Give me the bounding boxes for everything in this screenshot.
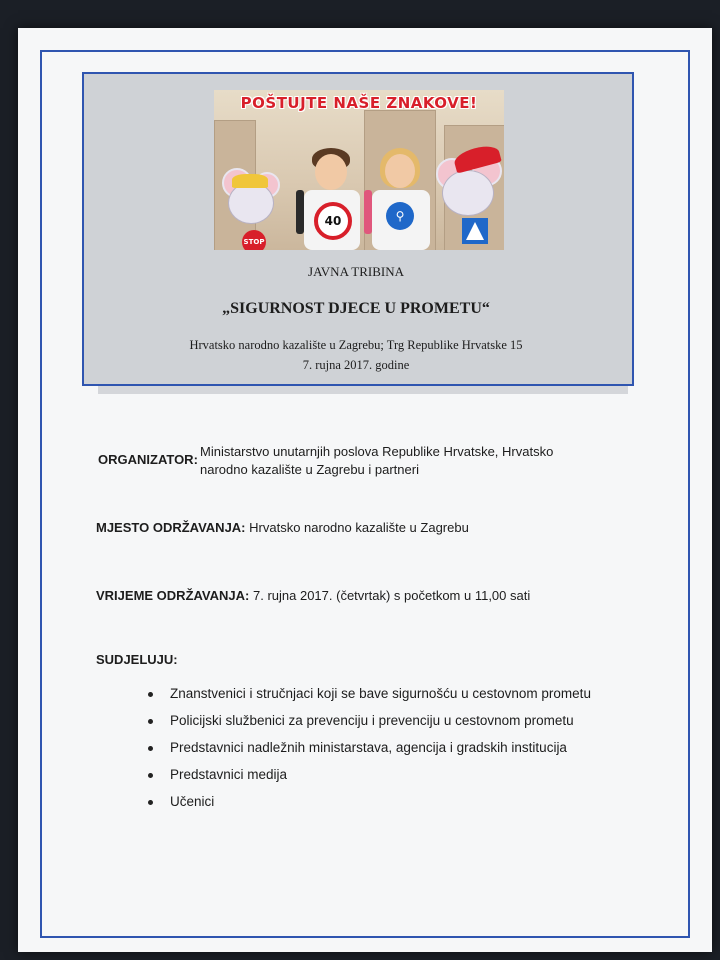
list-item: Predstavnici nadležnih ministarstava, agencija i gradskih institucija — [148, 740, 591, 767]
list-item: Predstavnici medija — [148, 767, 591, 794]
event-title: „SIGURNOST DJECE U PROMETU“ — [222, 300, 490, 317]
list-item: Učenici — [148, 794, 591, 821]
speed-limit-value: 40 — [324, 214, 342, 228]
organizer-value-line2: narodno kazalište u Zagrebu i partneri — [200, 462, 419, 477]
bullet-icon — [148, 800, 153, 805]
time-label: VRIJEME ODRŽAVANJA: — [96, 588, 250, 603]
time-value: 7. rujna 2017. (četvrtak) s početkom u 11,00 sati — [253, 588, 531, 603]
list-item: Policijski službenici za prevenciju i prevenciju u cestovnom prometu — [148, 713, 591, 740]
mouse-hair — [232, 174, 268, 188]
event-date: 7. rujna 2017. godine — [302, 358, 410, 372]
time-row — [96, 588, 530, 603]
place-value: Hrvatsko narodno kazalište u Zagrebu — [249, 520, 469, 535]
pedestrian-sign-icon — [462, 218, 488, 244]
bullet-icon — [148, 719, 153, 724]
bullet-icon — [148, 692, 153, 697]
event-venue: Hrvatsko narodno kazalište u Zagrebu; Trg Republike Hrvatske 15 — [189, 338, 523, 352]
girl-head — [385, 154, 415, 188]
mouse-character-left — [228, 182, 274, 224]
participants-label: SUDJELUJU: — [96, 652, 178, 667]
mouse-character-right — [442, 170, 494, 216]
banner-title: POŠTUJTE NAŠE ZNAKOVE! — [240, 94, 478, 112]
bicycle-sign-icon: ⚲ — [386, 202, 414, 230]
boy-head — [315, 154, 347, 190]
backpack-strap — [296, 190, 304, 234]
stop-sign-icon: STOP — [242, 230, 266, 250]
bullet-icon — [148, 773, 153, 778]
organizer-value-line1: Ministarstvo unutarnjih poslova Republike Hrvatske, Hrvatsko — [200, 444, 554, 459]
place-label: MJESTO ODRŽAVANJA: — [96, 520, 246, 535]
backpack-strap — [364, 190, 372, 234]
bullet-icon — [148, 746, 153, 751]
organizer-label: ORGANIZATOR: — [98, 452, 198, 467]
participants-list — [148, 686, 591, 821]
banner-illustration — [214, 90, 504, 250]
speed-limit-sign-icon — [314, 202, 352, 240]
place-row — [96, 520, 469, 535]
list-item: Znanstvenici i stručnjaci koji se bave sigurnošću u cestovnom prometu — [148, 686, 591, 713]
event-type: JAVNA TRIBINA — [308, 264, 404, 279]
